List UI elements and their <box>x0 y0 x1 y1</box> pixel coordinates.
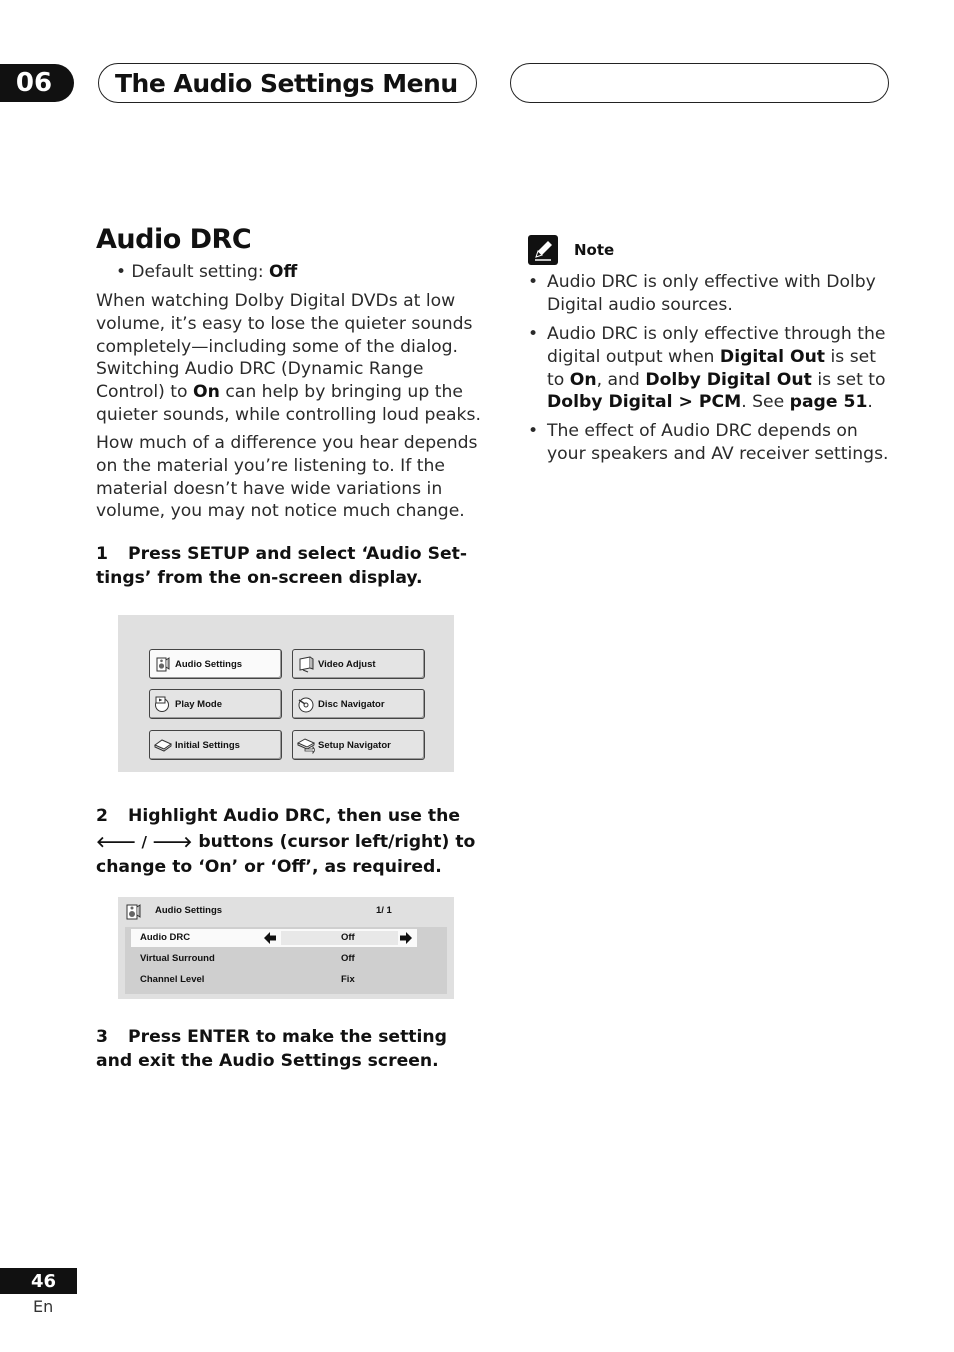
navigator-icon <box>297 736 315 754</box>
step-3-number: 3 <box>96 1027 108 1047</box>
step-2-text-a: Highlight Audio DRC, then use the <box>128 806 461 826</box>
page-indicator: 1/ 1 <box>376 905 392 916</box>
note-item: • Audio DRC is only effective with Dolby Digital audio sources. <box>528 271 890 317</box>
menu-video-adjust[interactable] <box>292 649 425 679</box>
section-heading: Audio DRC <box>96 224 252 255</box>
monitor-icon <box>297 655 315 673</box>
chapter-number-badge: 06 <box>0 64 74 102</box>
intro-paragraph <box>96 290 481 427</box>
setting-label: Channel Level <box>140 974 205 985</box>
setting-value: Off <box>341 932 355 943</box>
detail-paragraph: How much of a difference you hear depends on the material you’re listening to. If the material doesn’t have wide variations in volume, you may not notice much change. <box>96 433 478 522</box>
menu-label: Audio Settings <box>175 658 243 670</box>
note2-text: . <box>867 392 873 413</box>
menu-label: Video Adjust <box>318 658 376 670</box>
chapter-title: The Audio Settings Menu <box>98 63 477 103</box>
page-number: 46 <box>0 1268 77 1294</box>
note2-page-ref: page 51 <box>789 392 868 413</box>
header-empty-box <box>510 63 889 103</box>
setting-value: Fix <box>341 974 355 985</box>
step-3 <box>96 1026 476 1073</box>
step-2-number: 2 <box>96 806 108 826</box>
disc-icon <box>297 695 315 713</box>
menu-label: Setup Navigator <box>318 739 391 751</box>
menu-play-mode[interactable] <box>149 689 282 719</box>
screen-title: Audio Settings <box>155 905 223 916</box>
note2-text: Audio DRC is only effective through the digital output when <box>547 324 886 367</box>
arrow-left-icon[interactable] <box>263 931 277 945</box>
audio-settings-screen <box>118 897 454 999</box>
note2-bold: Digital Out <box>719 346 826 367</box>
note2-bold: Dolby Digital > PCM <box>547 392 742 413</box>
default-setting <box>116 261 297 283</box>
note2-bold: Dolby Digital Out <box>645 369 812 390</box>
note2-text: is set to <box>547 346 876 390</box>
menu-audio-settings[interactable] <box>149 649 282 679</box>
menu-initial-settings[interactable] <box>149 730 282 760</box>
step-2-text-b: buttons (cursor left/right) to change to ‘On’ or ‘Off’, as required. <box>96 831 476 877</box>
note2-text: , and <box>596 369 646 390</box>
para1-text-a: When watching Dolby Digital DVDs at low volume, it’s easy to lose the quieter sounds completely—including some of the dialog. Switching Audio DRC (Dynamic Range Control) to <box>96 291 473 403</box>
menu-disc-navigator[interactable] <box>292 689 425 719</box>
settings-panel <box>125 927 447 994</box>
language-code: En <box>33 1297 54 1316</box>
setting-label: Audio DRC <box>140 932 191 943</box>
note2-text: is set to <box>811 369 886 390</box>
note-label: Note <box>574 241 615 259</box>
setting-label: Virtual Surround <box>140 953 215 964</box>
setting-row-virtual-surround[interactable] <box>131 950 417 968</box>
setting-row-channel-level[interactable] <box>131 971 417 989</box>
para1-text-b: can help by bringing up the quieter sounds, while controlling loud peaks. <box>96 382 481 425</box>
default-setting-value: Off <box>269 262 298 282</box>
note-item: • The effect of Audio DRC depends on your speakers and AV receiver settings. <box>528 420 890 466</box>
para1-on: On <box>193 382 220 403</box>
note2-text: . See <box>741 392 790 413</box>
menu-label: Initial Settings <box>175 739 240 751</box>
play-mode-icon <box>154 695 172 713</box>
step-2 <box>96 804 476 881</box>
step-1-number: 1 <box>96 544 108 564</box>
step-1-text: Press SETUP and select ‘Audio Set-tings’ from the on-screen display. <box>96 544 467 588</box>
note-pencil-icon <box>528 235 558 265</box>
speaker-icon <box>154 655 172 673</box>
value-box <box>281 931 398 945</box>
speaker-icon <box>123 901 143 921</box>
arrow-right-icon[interactable] <box>399 931 413 945</box>
menu-label: Play Mode <box>175 698 222 710</box>
step-1 <box>96 543 476 590</box>
setup-menu-screen <box>118 615 454 772</box>
menu-setup-navigator[interactable] <box>292 730 425 760</box>
menu-label: Disc Navigator <box>318 698 385 710</box>
default-setting-prefix: • Default setting: <box>116 262 270 282</box>
left-right-arrows: 🡐 / 🡒 <box>96 832 193 851</box>
settings-icon <box>154 736 172 754</box>
step-3-text: Press ENTER to make the setting and exit the Audio Settings screen. <box>96 1027 447 1071</box>
setting-value: Off <box>341 953 355 964</box>
setting-row-audio-drc[interactable] <box>131 929 417 947</box>
note2-bold: On <box>569 369 597 390</box>
note-item <box>528 323 890 414</box>
